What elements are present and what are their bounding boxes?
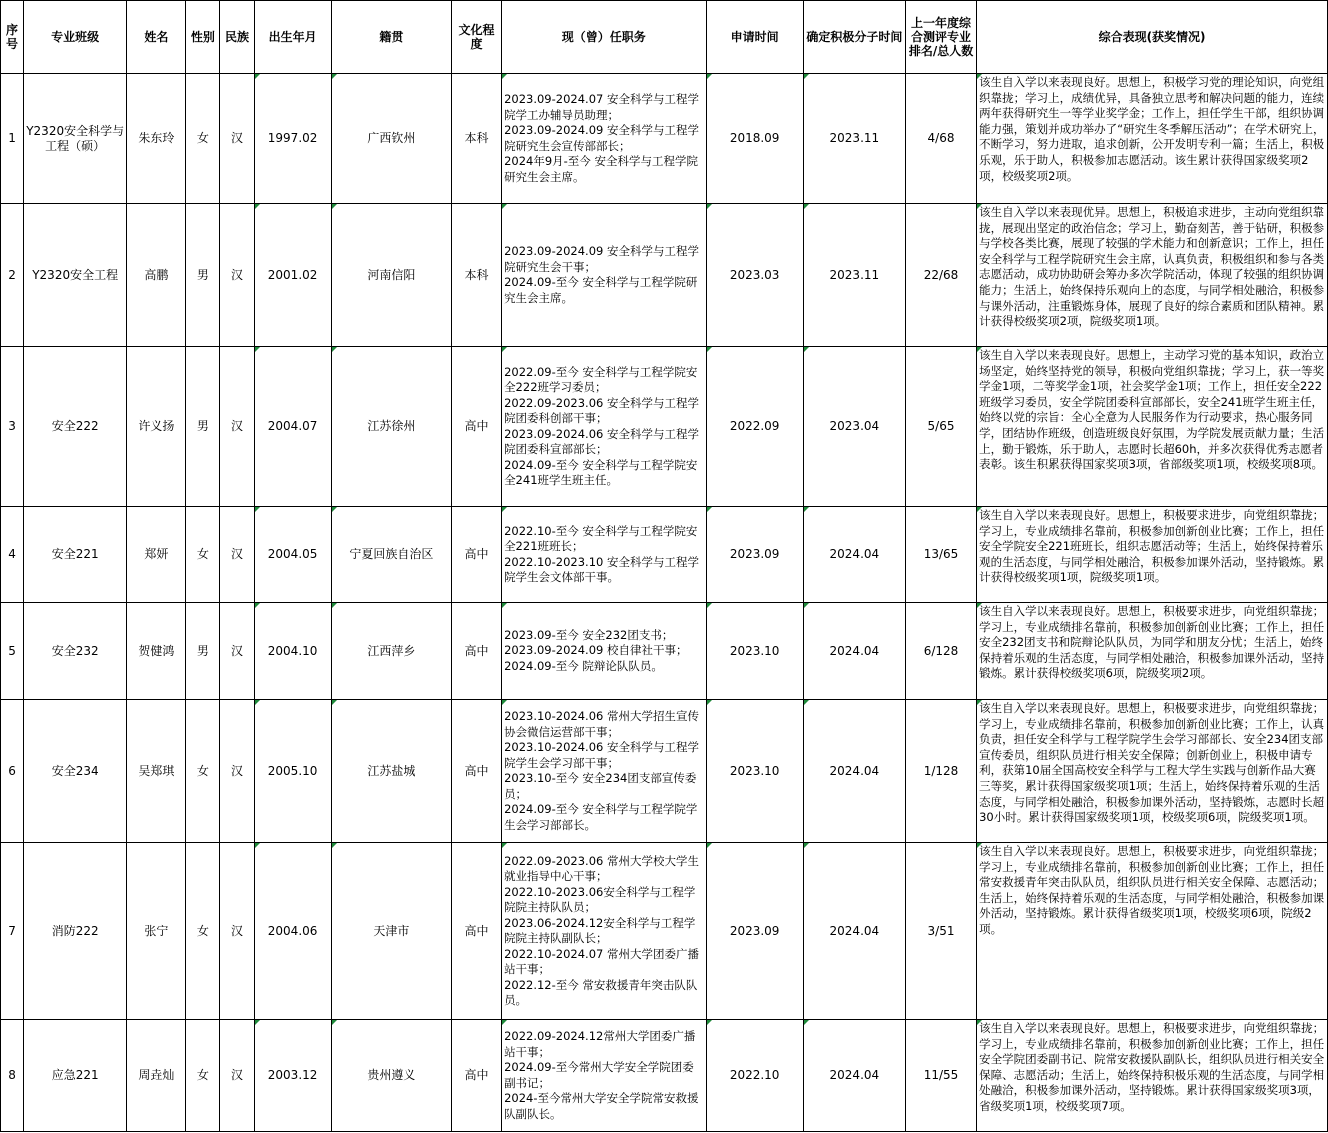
cell-positions: 2023.09-2024.07 安全科学与工程学院学工办辅导员助理； 2023.09-2024.09 安全科学与工程学院研究生会宣传部部长； 2024年9月-至今 安全科学与工程学院研究生会主席。 — [502, 74, 706, 204]
cell-birth: 2005.10 — [254, 700, 331, 843]
header-rank: 上一年度综合测评专业排名/总人数 — [905, 1, 976, 74]
cell-seq: 4 — [1, 507, 24, 603]
cell-rank: 1/128 — [905, 700, 976, 843]
cell-positions: 2023.09-2024.09 安全科学与工程学院研究生会干事； 2024.09-至今 安全科学与工程学院研究生会主席。 — [502, 204, 706, 347]
cell-gender: 女 — [186, 700, 220, 843]
cell-class: 安全232 — [24, 603, 127, 700]
cell-activist-time: 2024.04 — [803, 700, 905, 843]
cell-activist-time: 2024.04 — [803, 1020, 905, 1132]
cell-education: 高中 — [451, 700, 501, 843]
cell-activist-time: 2024.04 — [803, 603, 905, 700]
cell-class: 安全234 — [24, 700, 127, 843]
cell-birth: 1997.02 — [254, 74, 331, 204]
cell-origin: 江苏盐城 — [331, 700, 451, 843]
cell-education: 高中 — [451, 507, 501, 603]
cell-rank: 22/68 — [905, 204, 976, 347]
cell-apply-time: 2018.09 — [706, 74, 803, 204]
cell-ethnicity: 汉 — [220, 204, 254, 347]
header-apply-time: 申请时间 — [706, 1, 803, 74]
cell-performance: 该生自入学以来表现优异。思想上，积极追求进步，主动向党组织靠拢，展现出坚定的政治信念；学习上，勤奋刻苦，善于钻研，积极参与学校各类比赛，展现了较强的学术能力和创新意识；工作上，担任安全科学与工程学院研究生会主席，认真负责，积极组织和参与各类志愿活动，成功协助研会筹办多次学院活动，体现了较强的组织协调能力；生活上，始终保持乐观向上的态度，与同学相处融洽，积极参与课外活动，注重锻炼身体，展现了良好的综合素质和团队精神。累计获得校级奖项2项，院级奖项1项。 — [977, 204, 1328, 347]
cell-birth: 2004.06 — [254, 843, 331, 1020]
cell-rank: 6/128 — [905, 603, 976, 700]
cell-birth: 2003.12 — [254, 1020, 331, 1132]
cell-birth: 2004.07 — [254, 347, 331, 507]
header-performance: 综合表现(获奖情况) — [977, 1, 1328, 74]
cell-education: 本科 — [451, 204, 501, 347]
cell-education: 高中 — [451, 347, 501, 507]
cell-class: Y2320安全科学与工程（硕） — [24, 74, 127, 204]
cell-education: 高中 — [451, 1020, 501, 1132]
cell-ethnicity: 汉 — [220, 1020, 254, 1132]
cell-gender: 女 — [186, 1020, 220, 1132]
cell-class: 安全221 — [24, 507, 127, 603]
cell-education: 高中 — [451, 843, 501, 1020]
cell-positions: 2022.09-2024.12常州大学团委广播站干事； 2024.09-至今常州大学安全学院团委副书记； 2024-至今常州大学安全学院常安救援队副队长。 — [502, 1020, 706, 1132]
header-gender: 性别 — [186, 1, 220, 74]
cell-positions: 2023.09-至今 安全232团支书； 2023.09-2024.09 校自律社干事； 2024.09-至今 院辩论队队员。 — [502, 603, 706, 700]
cell-positions: 2023.10-2024.06 常州大学招生宣传协会微信运营部干事； 2023.10-2024.06 安全科学与工程学院学生会学习部干事； 2023.10-至今 安全234团支部宣传委员； 2024.09-至今 安全科学与工程学院学生会学习部部长。 — [502, 700, 706, 843]
cell-apply-time: 2022.09 — [706, 347, 803, 507]
cell-activist-time: 2023.04 — [803, 347, 905, 507]
table-row — [1, 347, 1328, 507]
cell-performance: 该生自入学以来表现良好。思想上，积极要求进步，向党组织靠拢；学习上，专业成绩排名靠前，积极参加创新创业比赛；工作上，担任安全学院安全221班班长，组织志愿活动等；生活上，始终保持着乐观的生活态度，与同学相处融洽，积极参加课外活动，坚持锻炼。累计获得校级奖项1项，院级奖项1项。 — [977, 507, 1328, 603]
header-name: 姓名 — [127, 1, 186, 74]
cell-gender: 女 — [186, 507, 220, 603]
cell-class: 应急221 — [24, 1020, 127, 1132]
cell-seq: 8 — [1, 1020, 24, 1132]
cell-positions: 2022.09-2023.06 常州大学校大学生就业指导中心干事； 2022.10-2023.06安全科学与工程学院院主持队队员； 2023.06-2024.12安全科学与工程学院院主持队副队长； 2022.10-2024.07 常州大学团委广播站干事； 2022.12-至今 常安救援青年突击队队员。 — [502, 843, 706, 1020]
table-row — [1, 843, 1328, 1020]
header-ethnicity: 民族 — [220, 1, 254, 74]
cell-origin: 江西萍乡 — [331, 603, 451, 700]
cell-name: 张宁 — [127, 843, 186, 1020]
cell-seq: 7 — [1, 843, 24, 1020]
cell-gender: 女 — [186, 74, 220, 204]
cell-gender: 男 — [186, 603, 220, 700]
table-row — [1, 1020, 1328, 1132]
cell-class: 安全222 — [24, 347, 127, 507]
cell-apply-time: 2023.09 — [706, 843, 803, 1020]
header-seq: 序号 — [1, 1, 24, 74]
cell-apply-time: 2023.10 — [706, 700, 803, 843]
cell-seq: 3 — [1, 347, 24, 507]
cell-birth: 2001.02 — [254, 204, 331, 347]
table-row — [1, 204, 1328, 347]
header-class: 专业班级 — [24, 1, 127, 74]
cell-origin: 贵州遵义 — [331, 1020, 451, 1132]
cell-rank: 4/68 — [905, 74, 976, 204]
cell-education: 高中 — [451, 603, 501, 700]
cell-performance: 该生自入学以来表现良好。思想上，积极学习党的理论知识，向党组织靠拢；学习上，成绩优异，具备独立思考和解决问题的能力，连续两年获得研究生一等学业奖学金；工作上，担任学生干部，组织协调能力强，策划并成功举办了“研究生冬季解压活动”；在学术研究上，不断学习，努力进取，追求创新，公开发明专利一篇；生活上，积极乐观，乐于助人，积极参加志愿活动。该生累计获得国家级奖项2项，校级奖项2项。 — [977, 74, 1328, 204]
cell-rank: 11/55 — [905, 1020, 976, 1132]
cell-apply-time: 2022.10 — [706, 1020, 803, 1132]
cell-activist-time: 2023.11 — [803, 74, 905, 204]
cell-name: 周垚灿 — [127, 1020, 186, 1132]
cell-name: 高鹏 — [127, 204, 186, 347]
header-education: 文化程度 — [451, 1, 501, 74]
cell-origin: 江苏徐州 — [331, 347, 451, 507]
cell-apply-time: 2023.09 — [706, 507, 803, 603]
cell-rank: 3/51 — [905, 843, 976, 1020]
cell-birth: 2004.10 — [254, 603, 331, 700]
cell-performance: 该生自入学以来表现良好。思想上，积极要求进步，向党组织靠拢；学习上，专业成绩排名靠前，积极参加创新创业比赛；工作上，担任安全学院团委副书记、院常安救援队副队长，组织队员进行相关安全保障、志愿活动；生活上，始终保持积极乐观的生活态度，与同学相处融洽，积极参加课外活动，坚持锻炼。累计获得国家级奖项3项，省级奖项1项，校级奖项7项。 — [977, 1020, 1328, 1132]
cell-rank: 13/65 — [905, 507, 976, 603]
header-birth: 出生年月 — [254, 1, 331, 74]
cell-positions: 2022.10-至今 安全科学与工程学院安全221班班长； 2022.10-2023.10 安全科学与工程学院学生会文体部干事。 — [502, 507, 706, 603]
cell-ethnicity: 汉 — [220, 507, 254, 603]
cell-class: 消防222 — [24, 843, 127, 1020]
cell-seq: 1 — [1, 74, 24, 204]
cell-ethnicity: 汉 — [220, 347, 254, 507]
cell-ethnicity: 汉 — [220, 843, 254, 1020]
cell-apply-time: 2023.03 — [706, 204, 803, 347]
cell-performance: 该生自入学以来表现良好。思想上，积极要求进步，向党组织靠拢；学习上，专业成绩排名靠前，积极参加创新创业比赛；工作上，担任安全232团支书和院辩论队队员，为同学和朋友分忧；生活上，始终保持着乐观的生活态度，与同学相处融洽，积极参加课外活动，坚持锻炼。累计获得校级奖项6项，院级奖项2项。 — [977, 603, 1328, 700]
table-row — [1, 507, 1328, 603]
cell-origin: 宁夏回族自治区 — [331, 507, 451, 603]
header-origin: 籍贯 — [331, 1, 451, 74]
header-positions: 现（曾）任职务 — [502, 1, 706, 74]
cell-birth: 2004.05 — [254, 507, 331, 603]
table-row — [1, 700, 1328, 843]
cell-origin: 河南信阳 — [331, 204, 451, 347]
cell-class: Y2320安全工程 — [24, 204, 127, 347]
cell-rank: 5/65 — [905, 347, 976, 507]
cell-apply-time: 2023.10 — [706, 603, 803, 700]
cell-gender: 男 — [186, 347, 220, 507]
cell-ethnicity: 汉 — [220, 603, 254, 700]
table-row — [1, 603, 1328, 700]
cell-name: 吴郑琪 — [127, 700, 186, 843]
table-row — [1, 74, 1328, 204]
cell-name: 朱东玲 — [127, 74, 186, 204]
cell-ethnicity: 汉 — [220, 74, 254, 204]
cell-origin: 天津市 — [331, 843, 451, 1020]
cell-seq: 6 — [1, 700, 24, 843]
table-body — [1, 74, 1328, 1132]
cell-gender: 男 — [186, 204, 220, 347]
cell-performance: 该生自入学以来表现良好。思想上，主动学习党的基本知识，政治立场坚定，始终坚持党的领导，积极向党组织靠拢；学习上，获一等奖学金1项，二等奖学金1项，社会奖学金1项；工作上，担任安全222班级学习委员，安全学院团委科宣部部长，安全241班学生班主任，始终以党的宗旨：全心全意为人民服务作为行动要求，热心服务同学，团结协作班级，创造班级良好氛围，为学院发展贡献力量；生活上，勤于锻炼，乐于助人，志愿时长超60h，并多次获得优秀志愿者表彰。该生积累获得国家奖项3项，省部级奖项1项，校级奖项8项。 — [977, 347, 1328, 507]
cell-name: 许义扬 — [127, 347, 186, 507]
header-activist-time: 确定积极分子时间 — [803, 1, 905, 74]
cell-activist-time: 2024.04 — [803, 507, 905, 603]
cell-gender: 女 — [186, 843, 220, 1020]
cell-seq: 2 — [1, 204, 24, 347]
header-row — [1, 1, 1328, 74]
cell-performance: 该生自入学以来表现良好。思想上，积极要求进步，向党组织靠拢；学习上，专业成绩排名靠前，积极参加创新创业比赛；工作上，担任常安救援青年突击队队员，组织队员进行相关安全保障、志愿活动；生活上，始终保持着乐观的生活态度，与同学相处融洽，积极参加课外活动，坚持锻炼。累计获得省级奖项1项，校级奖项6项，院级2项。 — [977, 843, 1328, 1020]
cell-positions: 2022.09-至今 安全科学与工程学院安全222班学习委员； 2022.09-2023.06 安全科学与工程学院团委科创部干事； 2023.09-2024.06 安全科学与工程学院团委科宣部部长； 2024.09-至今 安全科学与工程学院安全241班学生班主任。 — [502, 347, 706, 507]
cell-ethnicity: 汉 — [220, 700, 254, 843]
cell-name: 郑妍 — [127, 507, 186, 603]
cell-name: 贺健鸿 — [127, 603, 186, 700]
cell-activist-time: 2023.11 — [803, 204, 905, 347]
cell-origin: 广西钦州 — [331, 74, 451, 204]
cell-education: 本科 — [451, 74, 501, 204]
cell-seq: 5 — [1, 603, 24, 700]
cell-performance: 该生自入学以来表现良好。思想上，积极要求进步，向党组织靠拢；学习上，专业成绩排名靠前，积极参加创新创业比赛；工作上，认真负责，担任安全科学与工程学院学生会学习部部长、安全234团支部宣传委员，组织队员进行相关安全保障；创新创业上，积极申请专利，获第10届全国高校安全科学与工程大学生实践与创新作品大赛三等奖，累计获得国家级奖项1项；生活上，始终保持着乐观的生活态度，与同学相处融洽，积极参加课外活动，坚持锻炼，志愿时长超30小时。累计获得国家级奖项1项，校级奖项6项，院级奖项1项。 — [977, 700, 1328, 843]
cell-activist-time: 2024.04 — [803, 843, 905, 1020]
